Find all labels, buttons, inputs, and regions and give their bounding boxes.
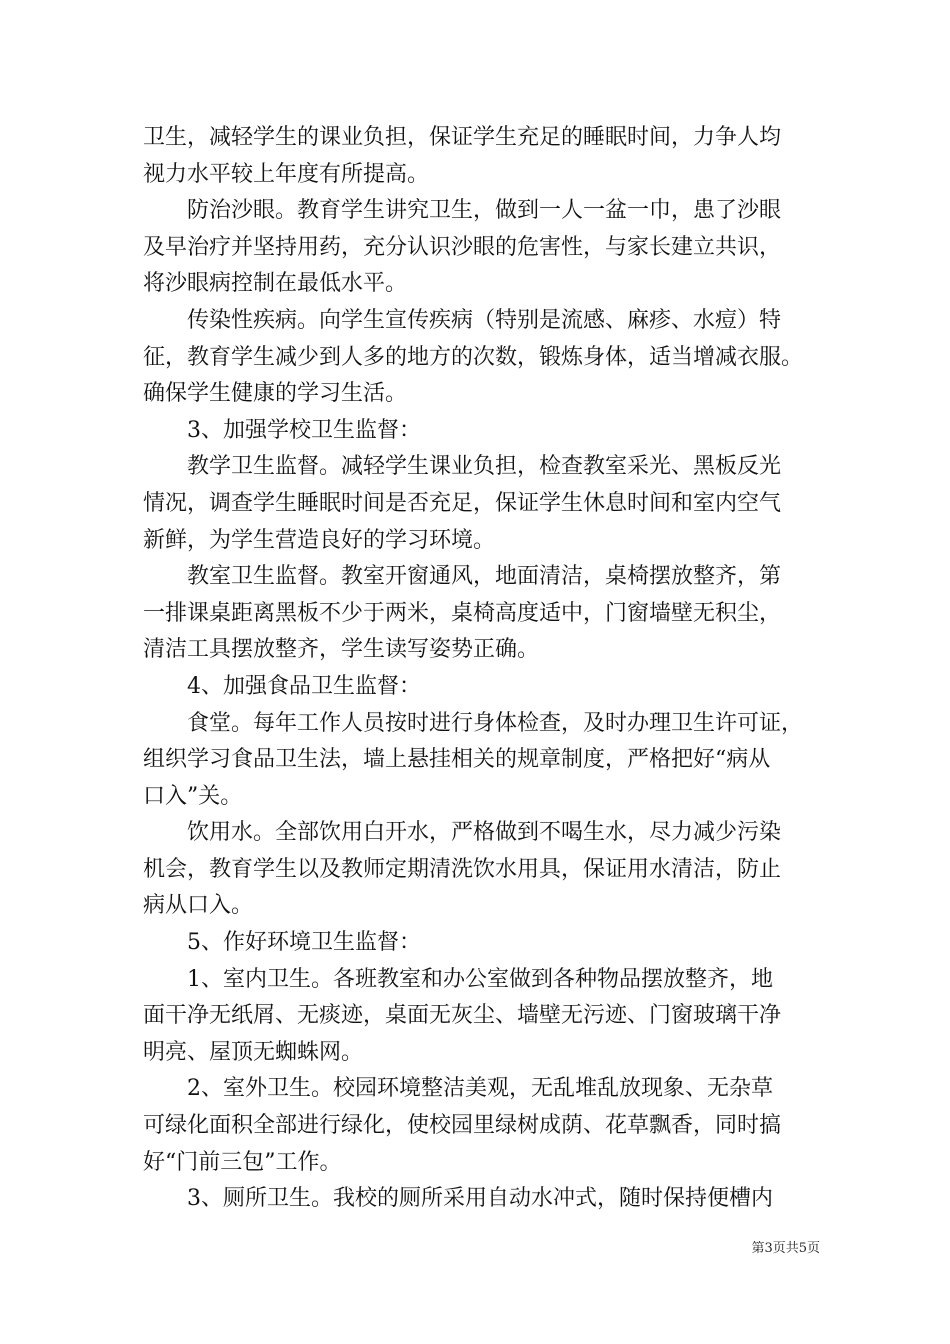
- text-line: 明亮、屋顶无蜘蛛网。: [143, 1039, 364, 1065]
- paragraph: [143, 449, 823, 559]
- text-line: 防治沙眼。教育学生讲究卫生，做到一人一盆一巾，患了沙眼: [143, 198, 782, 224]
- text-line: 1、室内卫生。各班教室和办公室做到各种物品摆放整齐，地: [143, 966, 773, 992]
- paragraph: [143, 193, 823, 303]
- text-line: 确保学生健康的学习生活。: [143, 381, 408, 407]
- text-line: 情况，调查学生睡眠时间是否充足，保证学生休息时间和室内空气: [143, 490, 782, 516]
- text-line: 4、加强食品卫生监督：: [143, 673, 421, 699]
- text-line: 卫生，减轻学生的课业负担，保证学生充足的睡眠时间，力争人均: [143, 125, 782, 150]
- paragraph: [143, 1181, 823, 1218]
- text-line: 病从口入。: [143, 893, 254, 919]
- document-body: [143, 120, 823, 1218]
- text-line: 食堂。每年工作人员按时进行身体检查，及时办理卫生许可证，: [143, 710, 804, 736]
- text-line: 3、加强学校卫生监督：: [143, 417, 421, 443]
- paragraph: [143, 559, 823, 669]
- text-line: 教室卫生监督。教室开窗通风，地面清洁，桌椅摆放整齐，第: [143, 564, 782, 590]
- text-line: 可绿化面积全部进行绿化，使校园里绿树成荫、花草飘香，同时搞: [143, 1113, 782, 1139]
- text-line: 2、室外卫生。校园环境整洁美观，无乱堆乱放现象、无杂草: [143, 1076, 773, 1102]
- text-line: 一排课桌距离黑板不少于两米，桌椅高度适中，门窗墙壁无积尘，: [143, 600, 782, 626]
- text-line: 5、作好环境卫生监督：: [143, 930, 421, 956]
- page-number-footer: 第3页共5页: [751, 1241, 820, 1256]
- text-line: 饮用水。全部饮用白开水，严格做到不喝生水，尽力减少污染: [143, 820, 782, 846]
- text-line: 好“门前三包”工作。: [143, 1149, 342, 1175]
- text-line: 组织学习食品卫生法，墙上悬挂相关的规章制度，严格把好“病从: [143, 747, 771, 773]
- text-line: 传染性疾病。向学生宣传疾病（特别是流感、麻疹、水痘）特: [143, 307, 782, 333]
- text-line: 征，教育学生减少到人多的地方的次数，锻炼身体，适当增减衣服。: [143, 344, 804, 370]
- text-line: 视力水平较上年度有所提高。: [143, 161, 430, 187]
- text-line: 及早治疗并坚持用药，充分认识沙眼的危害性，与家长建立共识，: [143, 234, 782, 260]
- text-line: 口入”关。: [143, 783, 243, 809]
- paragraph: [143, 120, 823, 193]
- text-line: 清洁工具摆放整齐，学生读写姿势正确。: [143, 637, 540, 663]
- text-line: 面干净无纸屑、无痰迹，桌面无灰尘、墙壁无污迹、门窗玻璃干净: [143, 1003, 782, 1029]
- section-heading: [143, 925, 823, 962]
- paragraph: [143, 1071, 823, 1181]
- section-heading: [143, 669, 823, 706]
- text-line: 将沙眼病控制在最低水平。: [143, 271, 408, 297]
- text-line: 机会，教育学生以及教师定期清洗饮水用具，保证用水清洁，防止: [143, 856, 782, 882]
- section-heading: [143, 413, 823, 450]
- paragraph: [143, 815, 823, 925]
- paragraph: [143, 962, 823, 1072]
- text-line: 3、厕所卫生。我校的厕所采用自动水冲式，随时保持便槽内: [143, 1186, 773, 1212]
- text-line: 新鲜，为学生营造良好的学习环境。: [143, 527, 496, 553]
- paragraph: [143, 303, 823, 413]
- text-line: 教学卫生监督。减轻学生课业负担，检查教室采光、黑板反光: [143, 454, 782, 480]
- paragraph: [143, 706, 823, 816]
